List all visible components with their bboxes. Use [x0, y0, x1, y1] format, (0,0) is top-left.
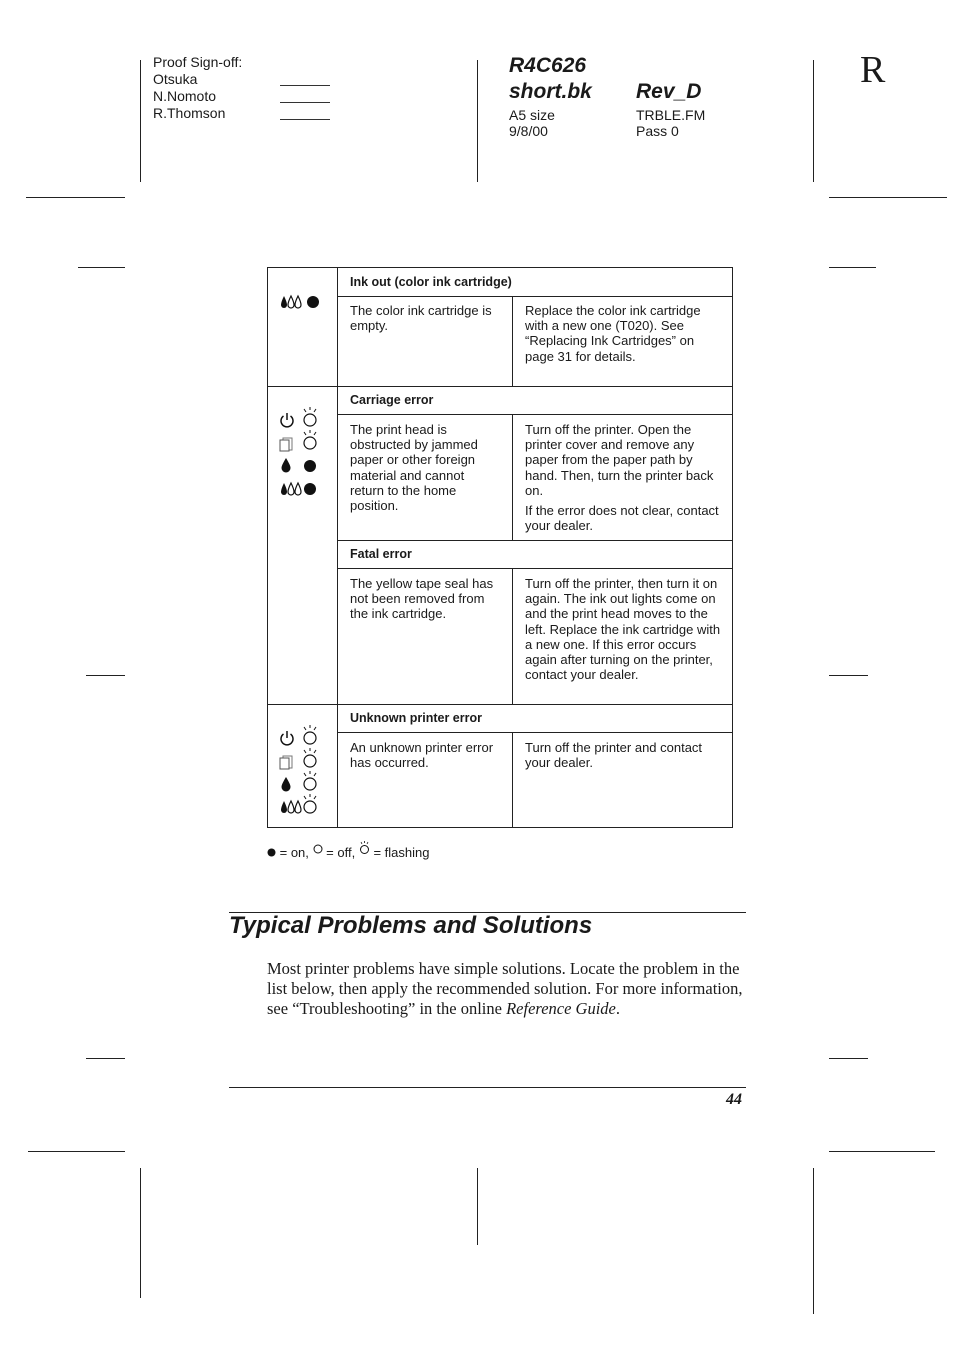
footer-rule	[229, 1087, 746, 1088]
crop-mark	[829, 675, 868, 676]
error-solution: Turn off the printer, then turn it on again. The ink out lights come on and the print head moves to the left. Replace the ink cartridge with a new one. If this error occurs again after turning on the printer, contact your dealer.	[525, 576, 721, 683]
legend-off: = off,	[326, 845, 356, 860]
power-icon	[279, 730, 295, 746]
crop-mark	[86, 675, 125, 676]
color-ink-icon	[280, 799, 302, 815]
file-name: TRBLE.FM	[636, 107, 706, 123]
intro-paragraph	[267, 959, 749, 1019]
power-icon	[279, 412, 295, 428]
error-heading: Carriage error	[350, 393, 434, 407]
intro-text: Most printer problems have simple solutions. Locate the problem in the list below, then apply the recommended solution. For more information, see “Troubleshooting” in the online	[267, 959, 743, 1018]
page-size: A5 size	[509, 107, 555, 123]
table-divider	[337, 568, 732, 569]
crop-mark	[829, 1058, 868, 1059]
table-divider	[512, 414, 513, 540]
flashing-indicator-icon	[301, 406, 319, 428]
section-title: Typical Problems and Solutions	[229, 912, 593, 939]
pass-number: Pass 0	[636, 123, 679, 139]
revision: Rev_D	[636, 80, 702, 103]
on-indicator-icon	[267, 848, 276, 857]
page-number: 44	[726, 1091, 742, 1108]
crop-mark	[477, 1168, 478, 1245]
indicator-legend	[267, 841, 429, 860]
error-heading: Ink out (color ink cartridge)	[350, 275, 512, 289]
doc-date: 9/8/00	[509, 123, 548, 139]
crop-mark	[78, 267, 125, 268]
error-cause: The yellow tape seal has not been removed from the ink cartridge.	[350, 576, 494, 622]
color-ink-icon	[280, 481, 302, 497]
table-divider	[337, 268, 338, 827]
table-divider	[337, 414, 732, 415]
table-divider	[512, 296, 513, 386]
signoff-line	[280, 102, 330, 103]
flashing-indicator-icon	[301, 747, 319, 769]
table-divider	[337, 296, 732, 297]
table-divider	[268, 386, 732, 387]
signoff-name: R.Thomson	[153, 105, 226, 121]
crop-mark	[829, 1151, 935, 1152]
error-heading: Unknown printer error	[350, 711, 482, 725]
legend-on: = on,	[279, 845, 309, 860]
on-indicator-icon	[303, 482, 317, 496]
crop-mark	[140, 1168, 141, 1298]
error-heading: Fatal error	[350, 547, 412, 561]
signoff-name: N.Nomoto	[153, 88, 217, 104]
color-ink-icon	[280, 294, 302, 310]
reference-guide-title: Reference Guide	[506, 999, 616, 1018]
crop-mark	[829, 197, 947, 198]
error-indicator-table	[267, 267, 733, 828]
flashing-indicator-icon	[301, 793, 319, 815]
crop-mark	[28, 1151, 125, 1152]
signoff-title: Proof Sign-off:	[153, 54, 243, 70]
crop-mark	[86, 1058, 125, 1059]
paper-icon	[279, 754, 295, 770]
off-indicator-icon	[313, 844, 323, 854]
table-divider	[512, 568, 513, 704]
table-divider	[512, 732, 513, 827]
flashing-indicator-icon	[301, 724, 319, 746]
signoff-line	[280, 85, 330, 86]
intro-end: .	[615, 999, 620, 1018]
on-indicator-icon	[306, 295, 320, 309]
signoff-line	[280, 119, 330, 120]
error-solution: Replace the color ink cartridge with a new one (T020). See “Replacing Ink Cartridges” on page 31 for details.	[525, 303, 701, 364]
black-ink-icon	[280, 457, 292, 473]
proof-signoff	[153, 54, 242, 122]
flashing-indicator-icon	[301, 770, 319, 792]
doc-code: R4C626	[509, 54, 587, 77]
table-divider	[337, 540, 732, 541]
error-cause: An unknown printer error has occurred.	[350, 740, 494, 771]
flashing-indicator-icon	[359, 841, 370, 855]
table-divider	[268, 704, 732, 705]
doc-name: short.bk	[509, 80, 592, 103]
error-cause: The color ink cartridge is empty.	[350, 303, 492, 334]
error-cause: The print head is obstructed by jammed paper or other foreign material and cannot return to the home position.	[350, 422, 478, 514]
table-divider	[337, 732, 732, 733]
signoff-name: Otsuka	[153, 71, 198, 87]
error-solution: Turn off the printer and contact your dealer.	[525, 740, 703, 771]
black-ink-icon	[280, 776, 292, 792]
paper-icon	[279, 436, 295, 452]
error-solution-note: If the error does not clear, contact your dealer.	[525, 503, 719, 534]
crop-mark	[140, 60, 141, 182]
error-solution: Turn off the printer. Open the printer cover and remove any paper from the paper path by hand. Then, turn the printer back on.	[525, 422, 714, 498]
crop-mark	[26, 197, 125, 198]
legend-flashing: = flashing	[373, 845, 430, 860]
flashing-indicator-icon	[301, 429, 319, 451]
crop-mark	[813, 60, 814, 182]
crop-mark	[829, 267, 876, 268]
corner-letter: R	[860, 49, 886, 91]
crop-mark	[813, 1168, 814, 1314]
on-indicator-icon	[303, 459, 317, 473]
crop-mark	[477, 60, 478, 182]
